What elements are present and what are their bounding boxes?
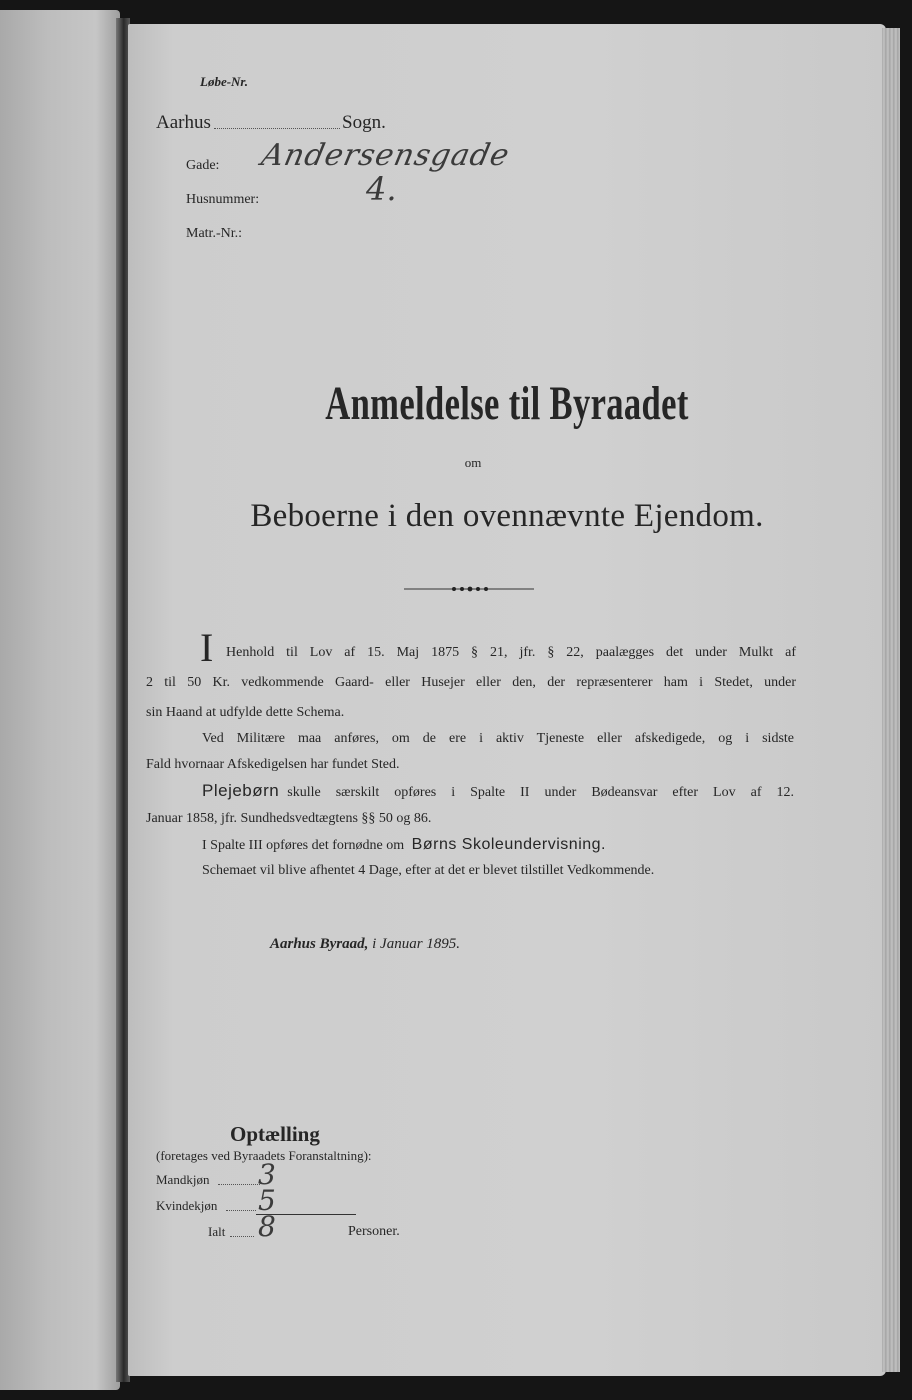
title-om: om [464,455,482,470]
instruction-p5: Schemaet vil blive afhentet 4 Dage, efter at det er blevet tilstillet Vedkommende. [202,863,655,878]
skoleundervisning-emphasis: Børns Skoleundervisning. [411,836,606,853]
kvindekjon-value[interactable]: 5 [258,1184,276,1217]
kvindekjon-label: Kvindekjøn [156,1198,218,1213]
kvindekjon-dots [226,1210,256,1211]
lobe-nr-label: Løbe-Nr. [200,74,249,89]
drop-cap: I [200,625,214,670]
document-title: Anmeldelse til Byraadet [325,377,689,430]
matr-label: Matr.-Nr.: [186,226,242,241]
instruction-p1-line2: 2 til 50 Kr. vedkommende Gaard- eller Husejer eller den, der repræsenterer ham i Stedet, under [146,675,796,690]
ialt-value[interactable]: 8 [258,1210,276,1243]
instruction-p4-text: I Spalte III opføres det fornødne om [202,838,405,853]
left-page [0,10,120,1390]
sogn-label: Sogn. [342,112,386,133]
instruction-p3-line2: Januar 1858, jfr. Sundhedsvedtægtens §§ 50 og 86. [146,811,432,826]
gade-label: Gade: [186,158,220,173]
ialt-dots [230,1236,254,1237]
ialt-label: Ialt [208,1224,226,1239]
signoff-name: Aarhus Byraad, [270,936,369,952]
instruction-p2-line2: Fald hvornaar Afskedigelsen har fundet Sted. [146,757,400,772]
husnummer-value[interactable]: 4. [366,170,397,208]
mandkjon-dots [218,1184,260,1185]
optaelling-note: (foretages ved Byraadets Foranstaltning): [156,1148,372,1163]
husnummer-label: Husnummer: [186,192,260,207]
sogn-fill-line [214,128,340,129]
signoff [270,936,460,953]
instruction-p4 [202,836,606,855]
instruction-p1-line1: Henhold til Lov af 15. Maj 1875 § 21, jfr. § 22, paalægges det under Mulkt af [226,645,796,660]
optaelling-heading: Optælling [230,1122,320,1146]
city-label: Aarhus [156,112,211,133]
gade-value[interactable]: Andersensgade [258,138,513,173]
document-subtitle: Beboerne i den ovennævnte Ejendom. [250,498,764,534]
mandkjon-label: Mandkjøn [156,1172,210,1187]
instruction-p3-line1 [202,782,794,802]
page-edge [882,28,900,1372]
personer-label: Personer. [348,1224,400,1239]
instruction-p1-line3: sin Haand at udfylde dette Schema. [146,705,345,720]
signoff-date: i Januar 1895. [372,936,461,952]
plejeborn-emphasis: Plejebørn [202,781,280,800]
instruction-p2-line1: Ved Militære maa anføres, om de ere i aktiv Tjeneste eller afskedigede, og i sidste [202,731,794,746]
mandkjon-value[interactable]: 3 [258,1158,276,1191]
instruction-p3-text: skulle særskilt opføres i Spalte II under Bødeansvar efter Lov af 12. [287,785,794,800]
ornament-divider [404,586,534,592]
